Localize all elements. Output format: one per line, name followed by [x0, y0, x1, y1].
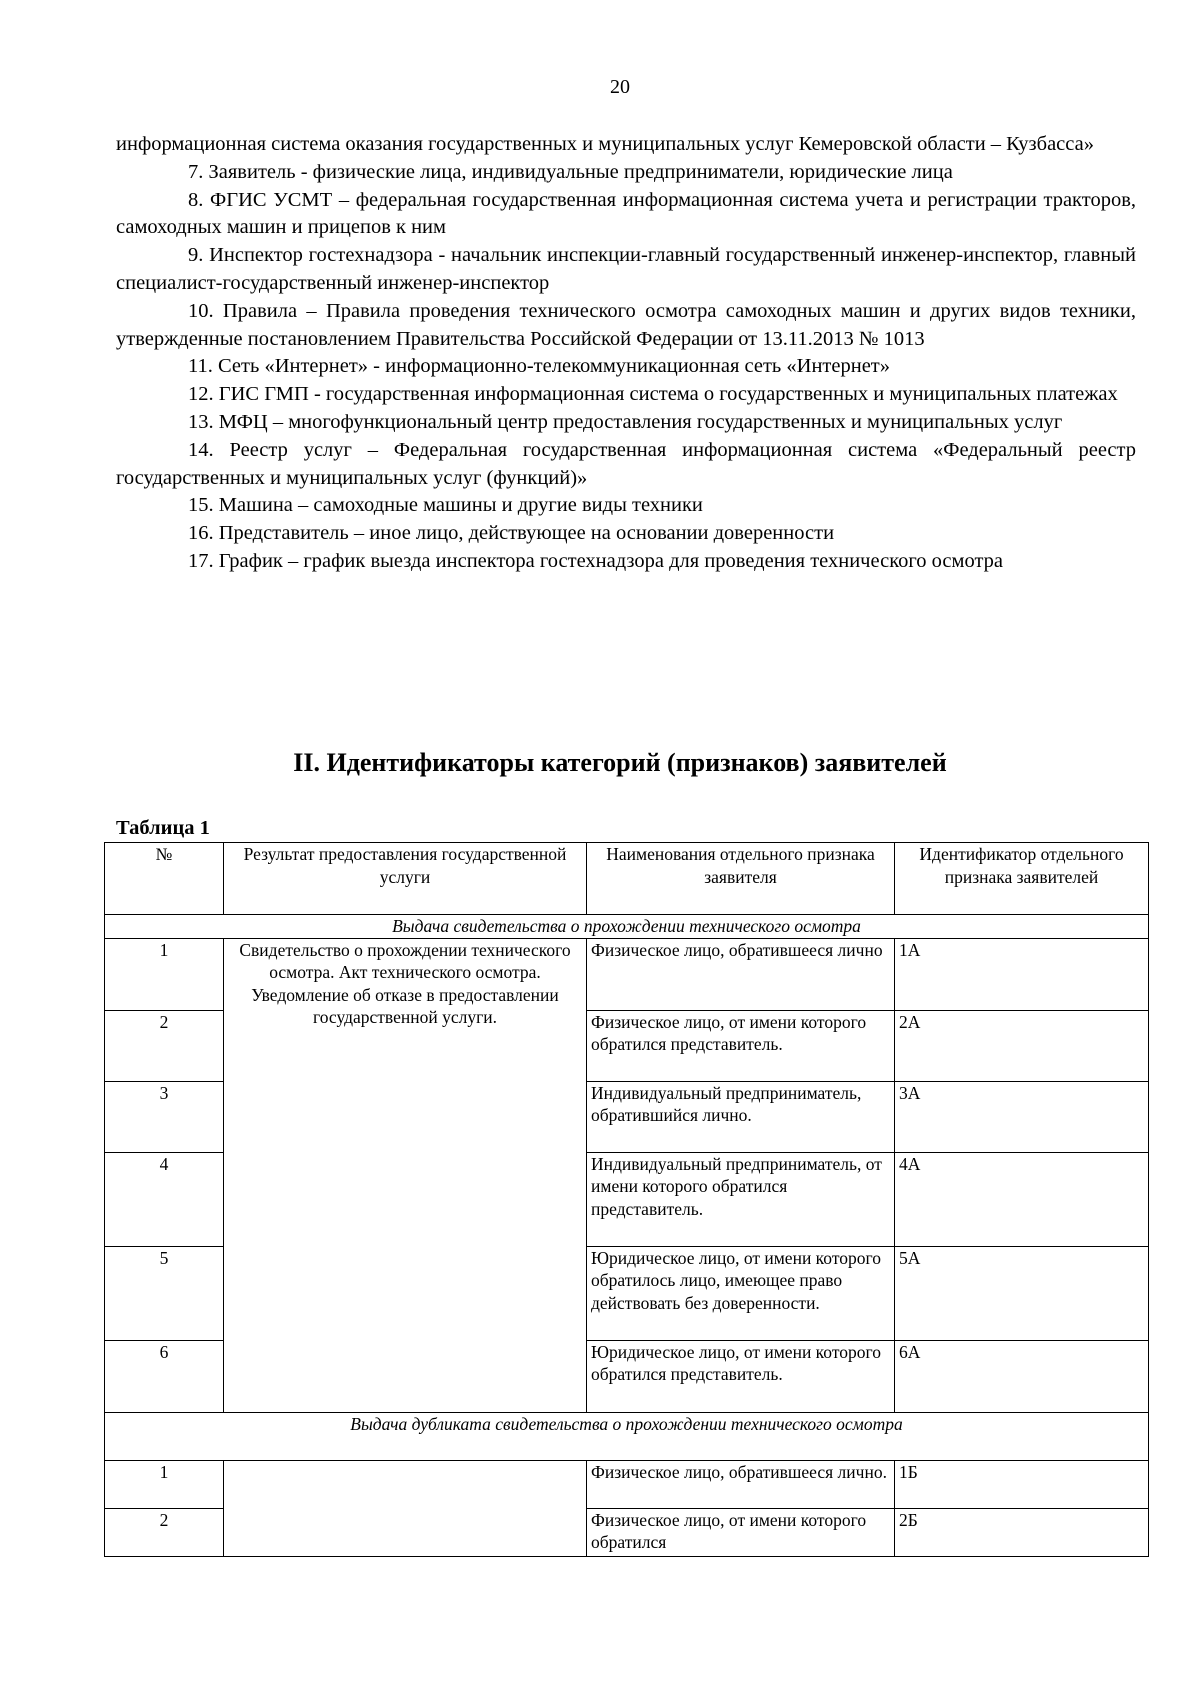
section-heading: II. Идентификаторы категорий (признаков) заявителей	[293, 748, 947, 777]
paragraph-continuation: информационная система оказания государственных и муниципальных услуг Кемеровской области – Кузбасса»	[116, 133, 1094, 155]
row-num: 3	[105, 1081, 224, 1152]
paragraph-11: 11. Сеть «Интернет» - информационно-телекоммуникационная сеть «Интернет»	[188, 355, 891, 378]
table-row	[105, 938, 1149, 1010]
row-id: 6А	[895, 1340, 1149, 1412]
paragraph-16: 16. Представитель – иное лицо, действующее на основании доверенности	[188, 522, 835, 545]
paragraph-15: 15. Машина – самоходные машины и другие виды техники	[188, 494, 703, 517]
row-id: 1Б	[895, 1460, 1149, 1508]
paragraph-14: 14. Реестр услуг – Федеральная государственная информационная система «Федеральный реестр государственных и муниципальных услуг (функций)»	[116, 438, 1136, 489]
result-cell: Свидетельство о прохождении технического осмотра. Акт технического осмотра. Уведомление об отказе в предоставлении государственной услуги.	[224, 938, 587, 1412]
header-sign: Наименования отдельного признака заявителя	[587, 843, 895, 915]
row-id: 2Б	[895, 1508, 1149, 1556]
group-title: Выдача свидетельства о прохождении технического осмотра	[105, 915, 1149, 939]
group-title-row	[105, 1412, 1149, 1460]
row-sign: Физическое лицо, обратившееся лично	[587, 938, 895, 1010]
group-title: Выдача дубликата свидетельства о прохождении технического осмотра	[105, 1412, 1149, 1460]
page-number: 20	[610, 76, 630, 98]
table-row	[105, 1460, 1149, 1508]
row-sign: Юридическое лицо, от имени которого обратилось лицо, имеющее право действовать без доверенности.	[587, 1246, 895, 1340]
row-num: 4	[105, 1152, 224, 1246]
row-num: 2	[105, 1508, 224, 1556]
paragraph-7: 7. Заявитель - физические лица, индивидуальные предприниматели, юридические лица	[188, 160, 953, 183]
header-result: Результат предоставления государственной услуги	[224, 843, 587, 915]
row-id: 3А	[895, 1081, 1149, 1152]
row-sign: Юридическое лицо, от имени которого обратился представитель.	[587, 1340, 895, 1412]
paragraph-9: 9. Инспектор гостехнадзора - начальник инспекции-главный государственный инженер-инспектор, главный специалист-государственный инженер-инспектор	[116, 244, 1136, 294]
definitions-text	[116, 131, 1136, 576]
row-num: 2	[105, 1010, 224, 1081]
row-id: 2А	[895, 1010, 1149, 1081]
table-caption: Таблица 1	[116, 817, 210, 839]
row-id: 5А	[895, 1246, 1149, 1340]
row-sign: Физическое лицо, обратившееся лично.	[587, 1460, 895, 1508]
row-sign: Физическое лицо, от имени которого обратился представитель.	[587, 1010, 895, 1081]
paragraph-17: 17. График – график выезда инспектора гостехнадзора для проведения технического осмотра	[188, 549, 1004, 572]
row-sign: Физическое лицо, от имени которого обратился	[587, 1508, 895, 1556]
paragraph-10: 10. Правила – Правила проведения технического осмотра самоходных машин и других видов техники, утвержденные постановлением Правительства Российской Федерации от 13.11.2013 № 1013	[116, 299, 1136, 350]
row-num: 1	[105, 938, 224, 1010]
row-id: 4А	[895, 1152, 1149, 1246]
header-id: Идентификатор отдельного признака заявителей	[895, 843, 1149, 915]
applicant-categories-table	[104, 842, 1149, 1557]
paragraph-13: 13. МФЦ – многофункциональный центр предоставления государственных и муниципальных услуг	[188, 410, 1063, 433]
paragraph-12: 12. ГИС ГМП - государственная информационная система о государственных и муниципальных платежах	[188, 383, 1118, 406]
paragraph-8: 8. ФГИС УСМТ – федеральная государственная информационная система учета и регистрации тракторов, самоходных машин и прицепов к ним	[116, 188, 1136, 239]
row-num: 6	[105, 1340, 224, 1412]
table-header-row	[105, 843, 1149, 915]
group-title-row	[105, 915, 1149, 939]
row-id: 1А	[895, 938, 1149, 1010]
row-sign: Индивидуальный предприниматель, обратившийся лично.	[587, 1081, 895, 1152]
row-num: 5	[105, 1246, 224, 1340]
row-num: 1	[105, 1460, 224, 1508]
result-cell	[224, 1460, 587, 1556]
row-sign: Индивидуальный предприниматель, от имени которого обратился представитель.	[587, 1152, 895, 1246]
header-num: №	[105, 843, 224, 915]
